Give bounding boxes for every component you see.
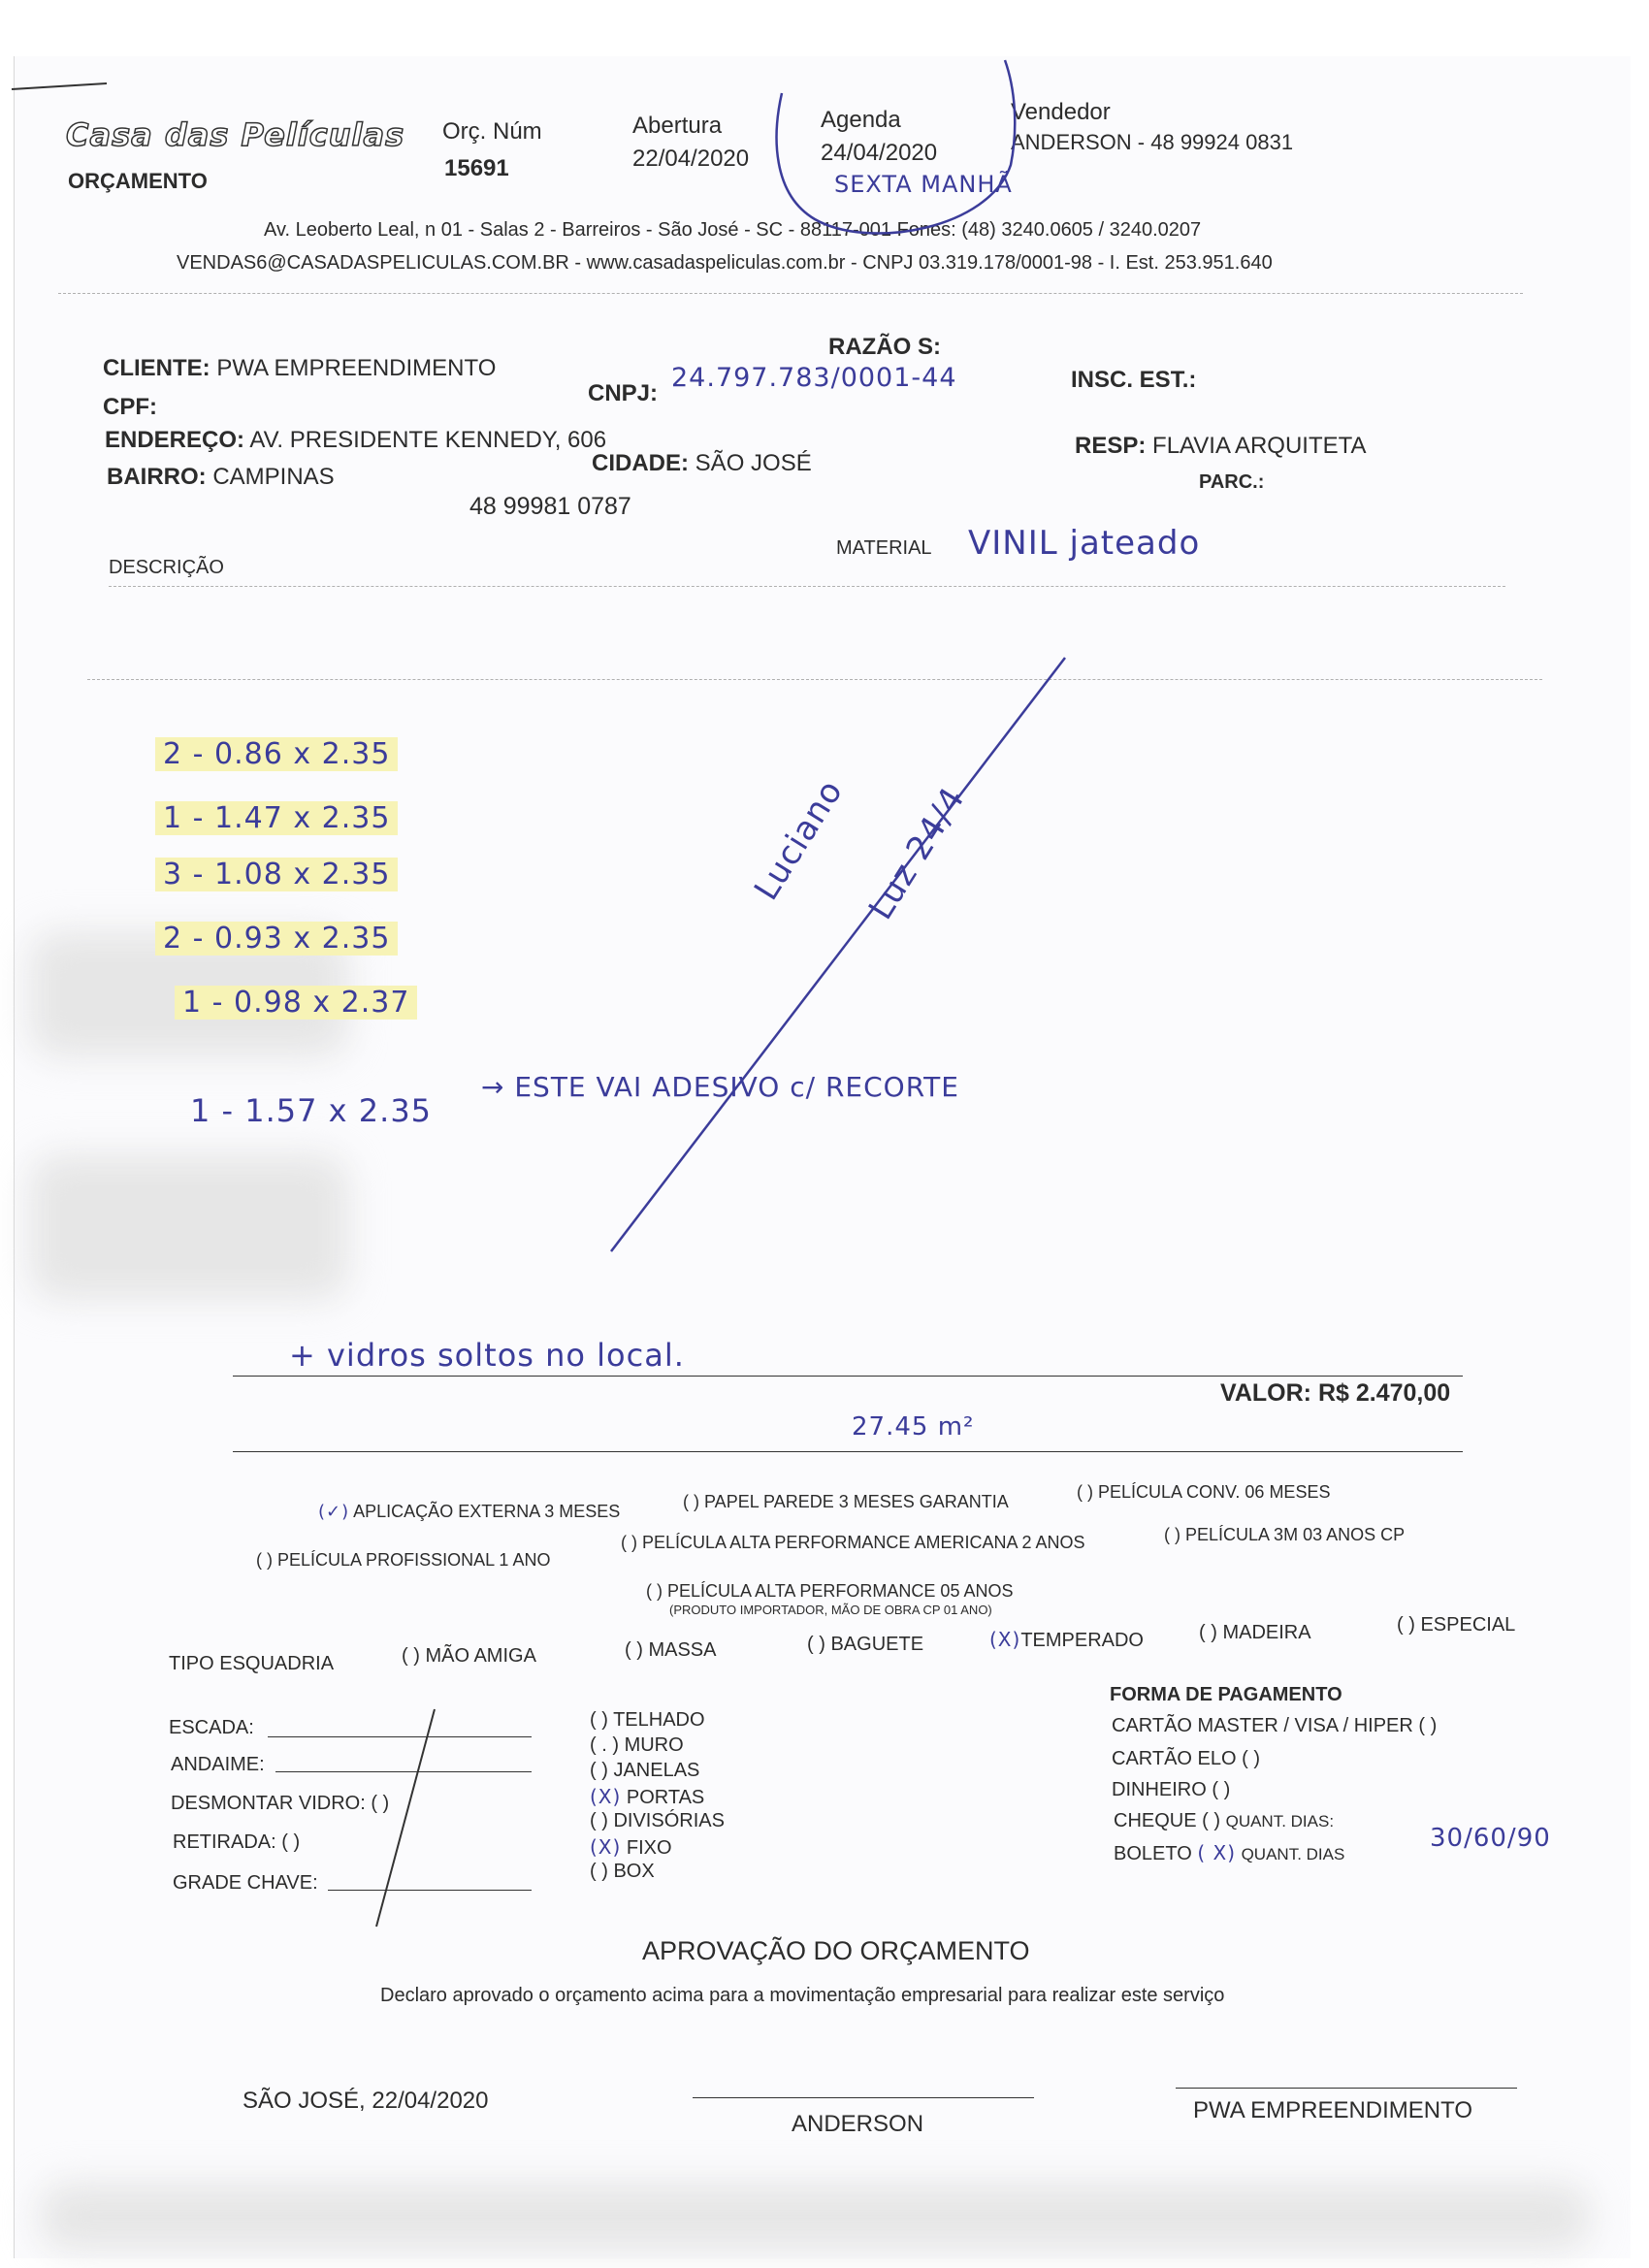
payment-dinheiro[interactable]: DINHEIRO ( )	[1112, 1779, 1231, 1800]
measure-item: 1 - 1.47 x 2.35	[155, 801, 398, 835]
payment-boleto[interactable]: BOLETO ( X) QUANT. DIAS	[1114, 1841, 1345, 1864]
retirada-field[interactable]: RETIRADA: ( )	[173, 1831, 301, 1853]
option-aplicacao-externa[interactable]: (✓) APLICAÇÃO EXTERNA 3 MESES	[318, 1502, 621, 1522]
measure-item: 2 - 0.93 x 2.35	[155, 922, 398, 956]
company-address: Av. Leoberto Leal, n 01 - Salas 2 - Barreiros - São José - SC - 88117-001 Fones: (48) 3240.0605 / 3240.0207	[264, 219, 1202, 241]
local-portas[interactable]: (X) PORTAS	[590, 1785, 705, 1808]
cnpj-label: CNPJ:	[588, 380, 659, 406]
tipo-esquadria-label: TIPO ESQUADRIA	[169, 1653, 335, 1674]
company-logo: Casa das Películas	[66, 116, 405, 153]
diagonal-strike	[611, 658, 1065, 1251]
esquadria-baguete[interactable]: ( ) BAGUETE	[807, 1634, 924, 1655]
option-pelicula-3m[interactable]: ( ) PELÍCULA 3M 03 ANOS CP	[1164, 1525, 1406, 1544]
local-muro[interactable]: ( . ) MURO	[590, 1734, 684, 1756]
payment-title: FORMA DE PAGAMENTO	[1110, 1684, 1342, 1705]
approval-place-date: SÃO JOSÉ, 22/04/2020	[242, 2088, 489, 2114]
special-note: → ESTE VAI ADESIVO c/ RECORTE	[481, 1071, 959, 1103]
signature-client: PWA EMPREENDIMENTO	[1193, 2097, 1473, 2123]
local-box[interactable]: ( ) BOX	[590, 1861, 655, 1882]
diagonal-note: Luz 24/4	[861, 780, 973, 927]
material-value: VINIL jateado	[968, 524, 1201, 563]
esquadria-madeira[interactable]: ( ) MADEIRA	[1199, 1622, 1311, 1643]
razao-label: RAZÃO S:	[828, 334, 941, 360]
agenda-label: Agenda	[821, 107, 901, 133]
measure-item: 2 - 0.86 x 2.35	[155, 737, 398, 771]
escada-label: ESCADA:	[169, 1717, 254, 1738]
cnpj-value: 24.797.783/0001-44	[671, 363, 957, 393]
measure-item: 1 - 0.98 x 2.37	[175, 986, 417, 1020]
payment-elo[interactable]: CARTÃO ELO ( )	[1112, 1748, 1261, 1769]
abertura-label: Abertura	[632, 113, 723, 139]
bairro-field: BAIRRO: CAMPINAS	[107, 464, 335, 490]
option-pelicula-americana[interactable]: ( ) PELÍCULA ALTA PERFORMANCE AMERICANA 2 ANOS	[621, 1533, 1085, 1552]
option-pelicula-conv[interactable]: ( ) PELÍCULA CONV. 06 MESES	[1077, 1482, 1331, 1502]
special-measure-item: 1 - 1.57 x 2.35	[190, 1092, 433, 1129]
option-pelicula-profissional[interactable]: ( ) PELÍCULA PROFISSIONAL 1 ANO	[256, 1550, 551, 1570]
grade-chave-label: GRADE CHAVE:	[173, 1872, 318, 1894]
company-contact: VENDAS6@CASADASPELICULAS.COM.BR - www.casadaspeliculas.com.br - CNPJ 03.319.178/0001-98 - I. Est. 253.951.640	[177, 252, 1273, 274]
descricao-label: DESCRIÇÃO	[109, 557, 224, 578]
material-label: MATERIAL	[836, 537, 932, 559]
andaime-label: ANDAIME:	[171, 1754, 265, 1775]
esquadria-temperado[interactable]: (X)TEMPERADO	[989, 1628, 1144, 1651]
approval-text: Declaro aprovado o orçamento acima para a movimentação empresarial para realizar este serviço	[380, 1985, 1225, 2006]
cliente-field: CLIENTE: PWA EMPREENDIMENTO	[103, 355, 497, 381]
agenda-date: 24/04/2020	[821, 140, 938, 166]
parc-label: PARC.:	[1199, 471, 1265, 493]
loose-glass-note: + vidros soltos no local.	[289, 1337, 685, 1374]
local-fixo[interactable]: (X) FIXO	[590, 1835, 672, 1859]
approval-title: APROVAÇÃO DO ORÇAMENTO	[642, 1936, 1030, 1965]
option-papel-parede[interactable]: ( ) PAPEL PAREDE 3 MESES GARANTIA	[683, 1492, 1009, 1511]
agenda-handwritten-note: SEXTA MANHÃ	[834, 171, 1013, 198]
fields-strike	[376, 1709, 435, 1927]
cidade-field: CIDADE: SÃO JOSÉ	[592, 450, 812, 476]
endereco-field: ENDEREÇO: AV. PRESIDENTE KENNEDY, 606	[105, 427, 607, 453]
payment-master[interactable]: CARTÃO MASTER / VISA / HIPER ( )	[1112, 1715, 1438, 1736]
area-total: 27.45 m²	[852, 1412, 975, 1442]
client-phone: 48 99981 0787	[469, 493, 631, 520]
local-divisorias[interactable]: ( ) DIVISÓRIAS	[590, 1810, 725, 1831]
vendedor-value: ANDERSON - 48 99924 0831	[1011, 130, 1294, 154]
esquadria-especial[interactable]: ( ) ESPECIAL	[1397, 1614, 1516, 1636]
measure-item: 3 - 1.08 x 2.35	[155, 858, 398, 891]
local-janelas[interactable]: ( ) JANELAS	[590, 1760, 700, 1781]
orc-label: Orç. Núm	[442, 118, 542, 145]
insc-label: INSC. EST.:	[1071, 367, 1197, 393]
pen-stroke	[12, 83, 107, 89]
diagonal-note: Luciano	[747, 772, 852, 908]
resp-field: RESP: FLAVIA ARQUITETA	[1075, 433, 1367, 459]
vendedor-label: Vendedor	[1011, 99, 1111, 125]
orc-number: 15691	[444, 155, 509, 181]
payment-cheque[interactable]: CHEQUE ( ) QUANT. DIAS:	[1114, 1810, 1335, 1831]
option-pelicula-alta-05[interactable]: ( ) PELÍCULA ALTA PERFORMANCE 05 ANOS	[646, 1581, 1014, 1601]
valor-field: VALOR: R$ 2.470,00	[1220, 1379, 1451, 1407]
local-telhado[interactable]: ( ) TELHADO	[590, 1709, 705, 1731]
esquadria-mao-amiga[interactable]: ( ) MÃO AMIGA	[402, 1645, 536, 1667]
signature-anderson: ANDERSON	[792, 2111, 924, 2137]
doc-type: ORÇAMENTO	[68, 169, 208, 193]
boleto-dias: 30/60/90	[1430, 1824, 1551, 1853]
abertura-date: 22/04/2020	[632, 146, 750, 172]
cpf-label: CPF:	[103, 394, 157, 420]
esquadria-massa[interactable]: ( ) MASSA	[625, 1639, 717, 1661]
option-pelicula-alta-05-sub: (PRODUTO IMPORTADOR, MÃO DE OBRA CP 01 ANO)	[669, 1603, 992, 1617]
desmontar-field[interactable]: DESMONTAR VIDRO: ( )	[171, 1793, 390, 1814]
agenda-circle	[777, 60, 1016, 233]
